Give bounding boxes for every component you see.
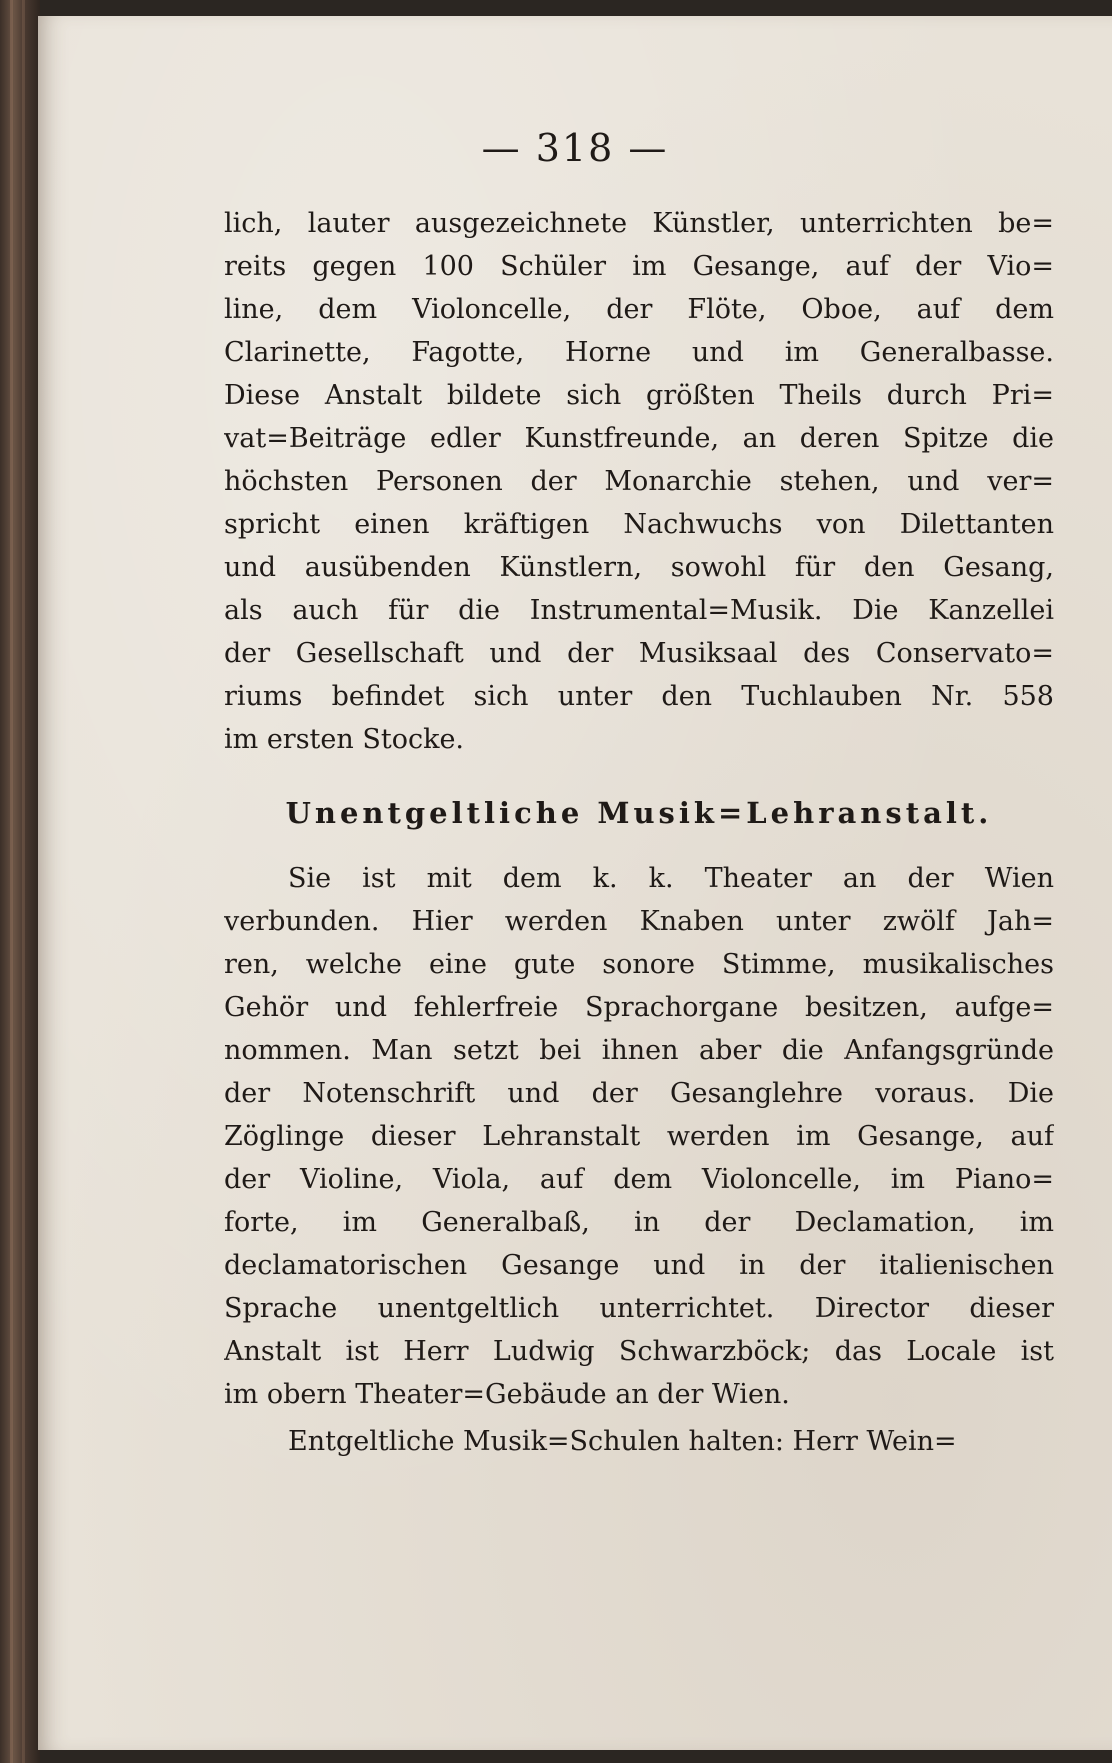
- text-line: Gehör und fehlerfreie Sprachorgane besitzen, aufge=: [224, 992, 1054, 1023]
- text-line: als auch für die Instrumental=Musik. Die Kanzellei: [224, 595, 1054, 626]
- text-line: und ausübenden Künstlern, sowohl für den Gesang,: [224, 552, 1054, 583]
- text-line: ren, welche eine gute sonore Stimme, musikalisches: [224, 949, 1054, 980]
- text-line: lich, lauter ausgezeichnete Künstler, unterrichten be=: [224, 208, 1054, 239]
- text-line: Sprache unentgeltlich unterrichtet. Director dieser: [224, 1293, 1054, 1324]
- page-sheet: [38, 16, 1112, 1750]
- text-line: Clarinette, Fagotte, Horne und im Generalbasse.: [224, 337, 1054, 368]
- text-line: Entgeltliche Musik=Schulen halten: Herr Wein=: [288, 1426, 957, 1457]
- paragraph-conservatory: [224, 202, 1054, 761]
- text-line: vat=Beiträge edler Kunstfreunde, an deren Spitze die: [224, 423, 1054, 454]
- text-line: riums befindet sich unter den Tuchlauben Nr. 558: [224, 681, 1054, 712]
- text-line: im ersten Stocke.: [224, 724, 465, 755]
- text-line: declamatorischen Gesange und in der italienischen: [224, 1250, 1054, 1281]
- page-edge-line: [10, 0, 13, 1763]
- text-line: line, dem Violoncelle, der Flöte, Oboe, auf dem: [224, 294, 1054, 325]
- text-line: im obern Theater=Gebäude an der Wien.: [224, 1379, 790, 1410]
- text-line: Zöglinge dieser Lehranstalt werden im Gesange, auf: [224, 1121, 1054, 1152]
- text-line: höchsten Personen der Monarchie stehen, und ver=: [224, 466, 1054, 497]
- text-line: nommen. Man setzt bei ihnen aber die Anfangsgründe: [224, 1035, 1054, 1066]
- paragraph-paid-schools: [224, 1420, 1054, 1463]
- text-line: der Gesellschaft und der Musiksaal des Conservato=: [224, 638, 1054, 669]
- text-line: verbunden. Hier werden Knaben unter zwölf Jah=: [224, 906, 1054, 937]
- page-edge-line: [22, 0, 25, 1763]
- text-line: spricht einen kräftigen Nachwuchs von Dilettanten: [224, 509, 1054, 540]
- paragraph-free-school: [224, 857, 1054, 1416]
- text-line: Anstalt ist Herr Ludwig Schwarzböck; das Locale ist: [224, 1336, 1054, 1367]
- text-line: Diese Anstalt bildete sich größten Theils durch Pri=: [224, 380, 1054, 411]
- text-line: der Violine, Viola, auf dem Violoncelle, im Piano=: [224, 1164, 1054, 1195]
- page-number: — 318 —: [481, 126, 669, 170]
- text-line: forte, im Generalbaß, in der Declamation, im: [224, 1207, 1054, 1238]
- text-line: der Notenschrift und der Gesanglehre voraus. Die: [224, 1078, 1054, 1109]
- book-spine-edge: [0, 0, 40, 1763]
- text-line: reits gegen 100 Schüler im Gesange, auf der Vio=: [224, 251, 1054, 282]
- body-text: [224, 202, 1054, 1463]
- text-line: Sie ist mit dem k. k. Theater an der Wien: [288, 863, 1054, 894]
- section-heading: Unentgeltliche Musik=Lehranstalt.: [285, 796, 993, 830]
